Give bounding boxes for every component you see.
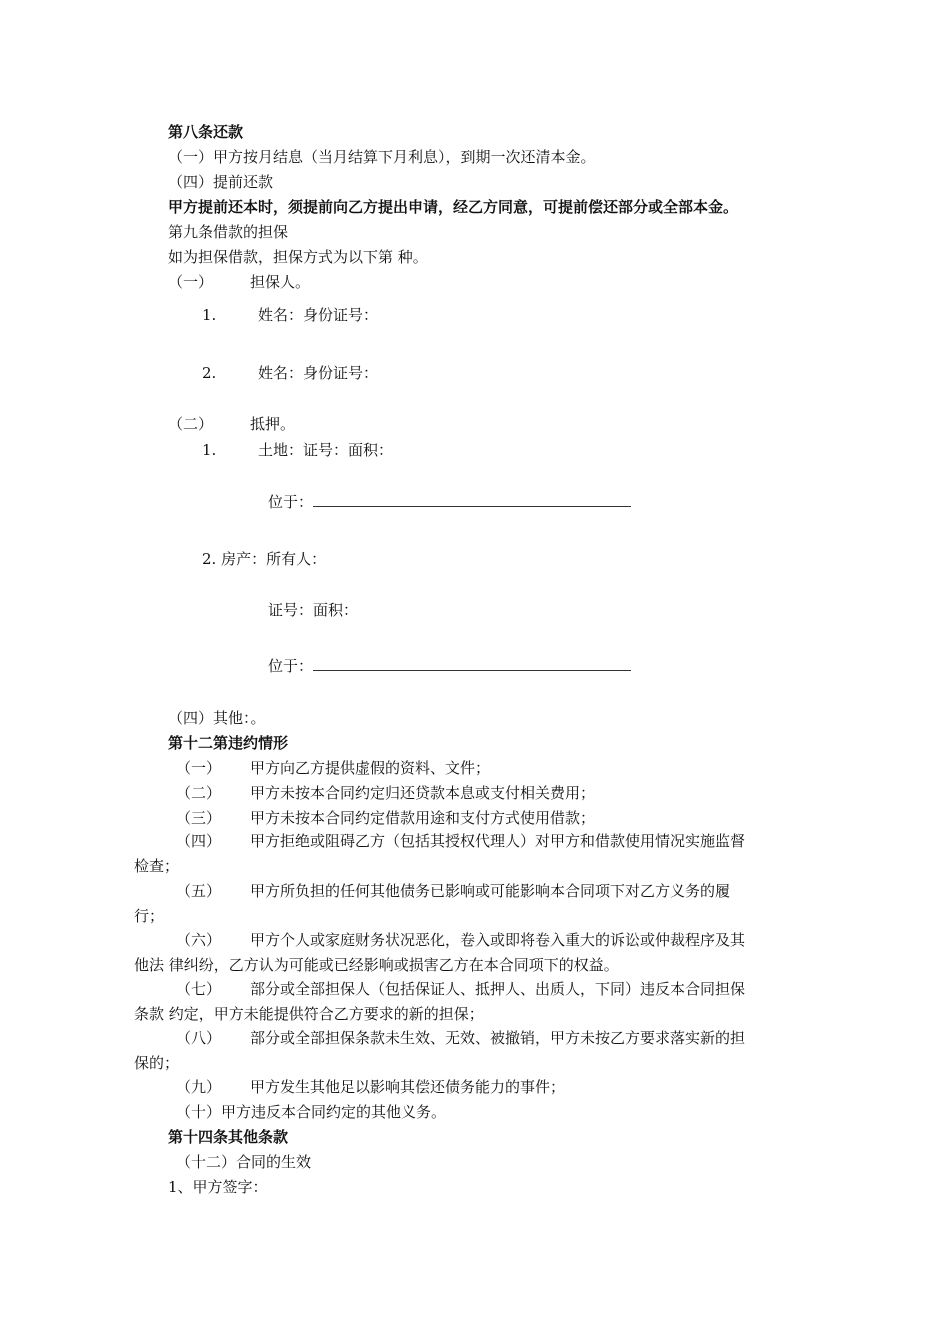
breach-5-number: （五） [176, 882, 222, 900]
property-location-label: 位于： [268, 657, 314, 675]
breach-10-text: （十）甲方违反本合同约定的其他义务。 [176, 1103, 447, 1121]
breach-4-text: 甲方拒绝或阻碍乙方（包括其授权代理人）对甲方和借款使用情况实施监督 [250, 832, 746, 850]
article-8-prepayment-text: 甲方提前还本时，须提前向乙方提出申请，经乙方同意，可提前偿还部分或全部本金。 [168, 198, 739, 216]
article-12-title: 第十二第违约情形 [168, 734, 289, 752]
guarantor-2-number: 2. [202, 364, 217, 382]
guarantor-2-fields: 姓名：身份证号： [258, 364, 379, 382]
article-8-clause-4: （四）提前还款 [168, 173, 274, 191]
breach-7-number: （七） [176, 980, 222, 998]
property-cert-area: 证号：面积： [268, 601, 359, 619]
article-14-title: 第十四条其他条款 [168, 1128, 289, 1146]
guarantee-2-label: 抵押。 [250, 415, 296, 433]
breach-4-number: （四） [176, 832, 222, 850]
article-8-clause-1: （一）甲方按月结息（当月结算下月利息），到期一次还清本金。 [168, 148, 596, 166]
breach-8-text: 部分或全部担保条款未生效、无效、被撤销，甲方未按乙方要求落实新的担 [250, 1029, 746, 1047]
mortgage-1-number: 1. [202, 441, 217, 459]
breach-7-text: 部分或全部担保人（包括保证人、抵押人、出质人，下同）违反本合同担保 [250, 980, 746, 998]
breach-2-number: （二） [176, 784, 222, 802]
breach-5-text: 甲方所负担的任何其他债务已影响或可能影响本合同项下对乙方义务的履 [250, 882, 731, 900]
guarantor-1-fields: 姓名：身份证号： [258, 306, 379, 324]
article-8-title: 第八条还款 [168, 123, 244, 141]
breach-8-number: （八） [176, 1029, 222, 1047]
breach-1-number: （一） [176, 759, 222, 777]
breach-7-continued: 条款 约定，甲方未能提供符合乙方要求的新的担保； [134, 1005, 484, 1023]
mortgage-2-property-owner: 2. 房产：所有人： [202, 550, 327, 568]
article-9-title: 第九条借款的担保 [168, 223, 289, 241]
breach-6-number: （六） [176, 931, 222, 949]
breach-9-text: 甲方发生其他足以影响其偿还债务能力的事件； [250, 1078, 566, 1096]
breach-4-continued: 检查； [134, 857, 180, 875]
guarantee-2-number: （二） [168, 415, 214, 433]
contract-effect-clause: （十二）合同的生效 [176, 1153, 312, 1171]
property-location-line [268, 656, 631, 676]
land-location-line [268, 492, 631, 512]
breach-2-text: 甲方未按本合同约定归还贷款本息或支付相关费用； [250, 784, 596, 802]
breach-3-text: 甲方未按本合同约定借款用途和支付方式使用借款； [250, 809, 596, 827]
breach-8-continued: 保的； [134, 1054, 180, 1072]
mortgage-1-land-fields: 土地：证号：面积： [258, 441, 394, 459]
guarantee-1-label: 担保人。 [250, 273, 311, 291]
guarantee-4-other: （四）其他：。 [168, 709, 266, 727]
breach-9-number: （九） [176, 1078, 222, 1096]
property-location-blank [313, 656, 631, 671]
breach-3-number: （三） [176, 809, 222, 827]
guarantee-1-number: （一） [168, 273, 214, 291]
article-9-intro: 如为担保借款，担保方式为以下第 种。 [168, 248, 428, 266]
party-a-signature-line: 1、甲方签字： [168, 1178, 268, 1196]
breach-6-continued: 他法 律纠纷，乙方认为可能或已经影响或损害乙方在本合同项下的权益。 [134, 956, 619, 974]
breach-5-continued: 行； [134, 907, 165, 925]
breach-6-text: 甲方个人或家庭财务状况恶化，卷入或即将卷入重大的诉讼或仲裁程序及其 [250, 931, 746, 949]
guarantor-1-number: 1. [202, 306, 217, 324]
breach-1-text: 甲方向乙方提供虚假的资料、文件； [250, 759, 491, 777]
land-location-label: 位于： [268, 493, 314, 511]
land-location-blank [313, 492, 631, 507]
